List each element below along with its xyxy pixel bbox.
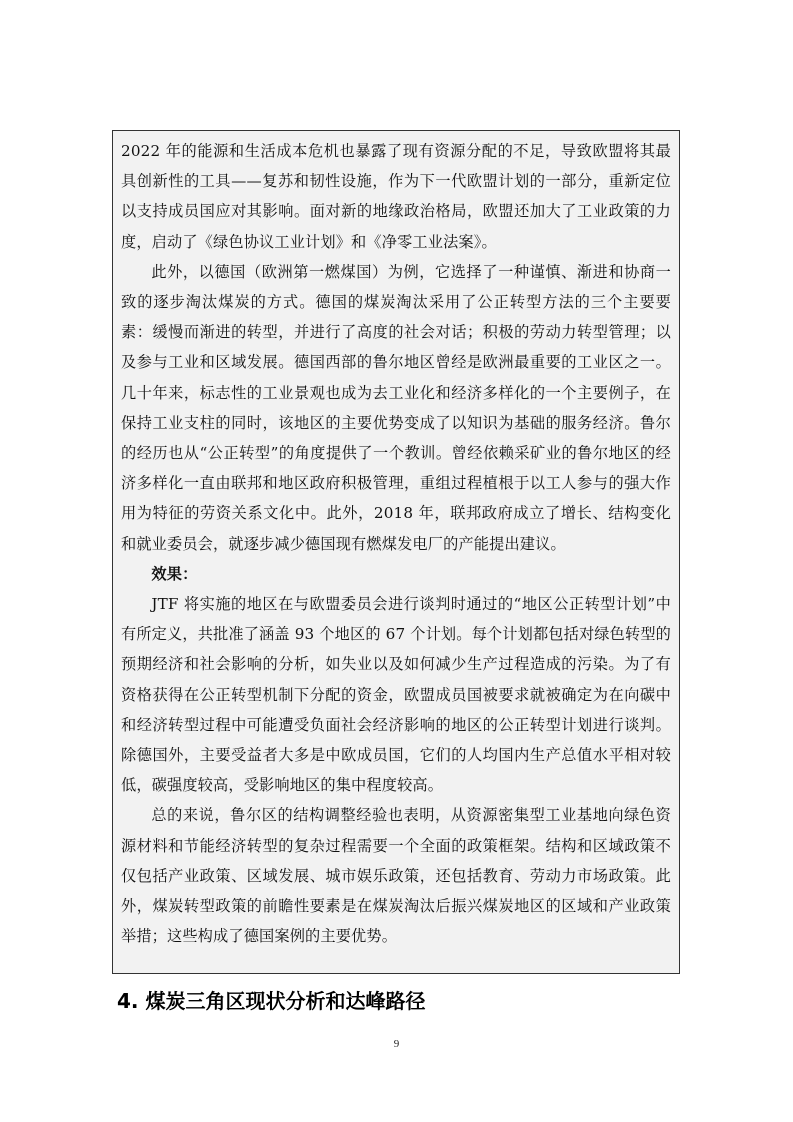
page-number: 9 xyxy=(393,1038,400,1050)
effects-label: 效果： xyxy=(151,564,198,583)
text-box xyxy=(112,130,680,974)
paragraph-summary: 总的来说，鲁尔区的结构调整经验也表明，从资源密集型工业基地向绿色资源材料和节能经济转型的复杂过程需要一个全面的政策框架。结构和区域政策不仅包括产业政策、区域发展、城市娱乐政策，还包括教育、劳动力市场政策。此外，煤炭转型政策的前瞻性要素是在煤炭淘汰后振兴煤炭地区的区域和产业政策举措；这些构成了德国案例的主要优势。 xyxy=(121,806,671,946)
section-heading: 4. 煤炭三角区现状分析和达峰路径 xyxy=(117,989,426,1013)
paragraph-jtf-effects: JTF 将实施的地区在与欧盟委员会进行谈判时通过的“地区公正转型计划”中有所定义，共批准了涵盖 93 个地区的 67 个计划。每个计划都包括对绿色转型的预期经济和社会影响的分析，如失业以及如何减少生产过程造成的污染。为了有资格获得在公正转型机制下分配的资金，欧盟成员国被要求就被确定为在向碳中和经济转型过程中可能遭受负面社会经济影响的地区的公正转型计划进行谈判。除德国外，主要受益者大多是中欧成员国，它们的人均国内生产总值水平相对较低，碳强度较高，受影响地区的集中程度较高。 xyxy=(121,595,671,795)
paragraph-energy-crisis: 2022 年的能源和生活成本危机也暴露了现有资源分配的不足，导致欧盟将其最具创新性的工具——复苏和韧性设施，作为下一代欧盟计划的一部分，重新定位以支持成员国应对其影响。面对新的地缘政治格局，欧盟还加大了工业政策的力度，启动了《绿色协议工业计划》和《净零工业法案》。 xyxy=(121,142,671,251)
paragraph-germany-coal-phaseout: 此外，以德国（欧洲第一燃煤国）为例，它选择了一种谨慎、渐进和协商一致的逐步淘汰煤炭的方式。德国的煤炭淘汰采用了公正转型方法的三个主要要素：缓慢而渐进的转型，并进行了高度的社会对话；积极的劳动力转型管理；以及参与工业和区域发展。德国西部的鲁尔地区曾经是欧洲最重要的工业区之一。几十年来，标志性的工业景观也成为去工业化和经济多样化的一个主要例子，在保持工业支柱的同时，该地区的主要优势变成了以知识为基础的服务经济。鲁尔的经历也从“公正转型”的角度提供了一个教训。曾经依赖采矿业的鲁尔地区的经济多样化一直由联邦和地区政府积极管理，重组过程植根于以工人参与的强大作用为特征的劳资关系文化中。此外，2018 年，联邦政府成立了增长、结构变化和就业委员会，就逐步减少德国现有燃煤发电厂的产能提出建议。 xyxy=(121,262,671,553)
